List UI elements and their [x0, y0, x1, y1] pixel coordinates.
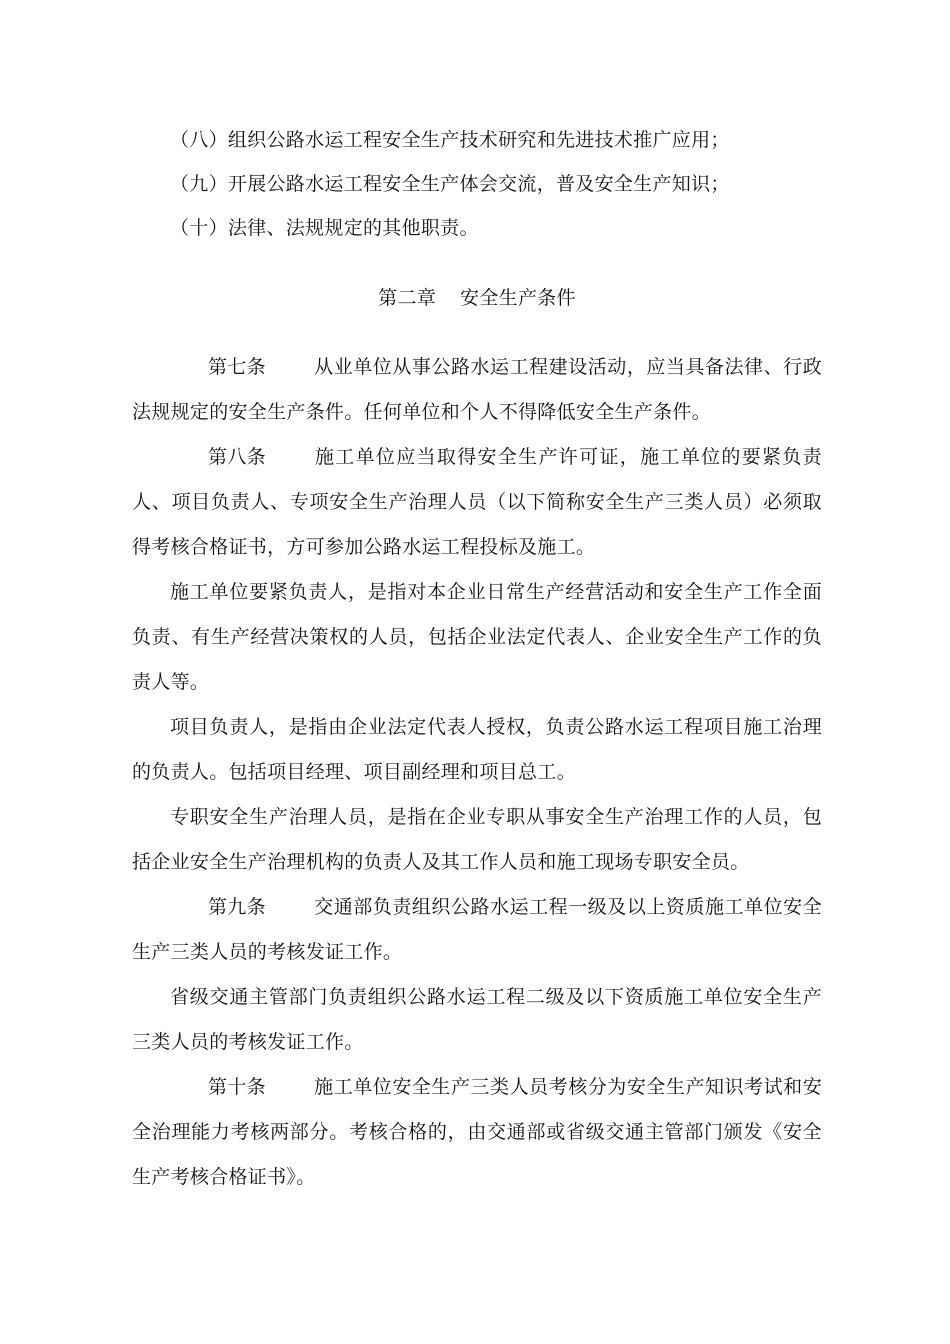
chapter-number: 第二章 — [378, 287, 437, 309]
list-item-10: （十）法律、法规规定的其他职责。 — [170, 217, 479, 239]
document-body — [132, 118, 822, 1200]
article-text: 施工单位安全生产三类人员考核分为安全生产知识考试和安全治理能力考核两部分。考核合格的，由交通部或省级交通主管部门颁发《安全生产考核合格证书》。 — [132, 1076, 822, 1188]
list-item-8: （八）组织公路水运工程安全生产技术研究和先进技术推广应用； — [170, 129, 730, 151]
article-number: 第七条 — [208, 356, 266, 378]
article-number: 第九条 — [208, 896, 266, 918]
article-text: 交通部负责组织公路水运工程一级及以上资质施工单位安全生产三类人员的考核发证工作。 — [132, 896, 822, 963]
article-text: 从业单位从事公路水运工程建设活动，应当具备法律、行政法规规定的安全生产条件。任何单位和个人不得降低安全生产条件。 — [132, 356, 822, 423]
article-number: 第八条 — [208, 446, 266, 468]
article-10 — [132, 1065, 822, 1200]
article-9 — [132, 885, 822, 975]
paragraph-provincial-authority: 省级交通主管部门负责组织公路水运工程二级及以下资质施工单位安全生产三类人员的考核发证工作。 — [132, 986, 822, 1053]
article-text: 施工单位应当取得安全生产许可证，施工单位的要紧负责人、项目负责人、专项安全生产治理人员（以下简称安全生产三类人员）必须取得考核合格证书，方可参加公路水运工程投标及施工。 — [132, 446, 822, 558]
article-number: 第十条 — [208, 1076, 266, 1098]
article-7 — [132, 345, 822, 435]
paragraph-safety-staff-definition: 专职安全生产治理人员，是指在企业专职从事安全生产治理工作的人员，包括企业安全生产治理机构的负责人及其工作人员和施工现场专职安全员。 — [132, 806, 822, 873]
paragraph-project-leader-definition: 项目负责人，是指由企业法定代表人授权，负责公路水运工程项目施工治理的负责人。包括项目经理、项目副经理和项目总工。 — [132, 716, 822, 783]
list-item-9: （九）开展公路水运工程安全生产体会交流，普及安全生产知识； — [170, 173, 730, 195]
paragraph-principal-definition: 施工单位要紧负责人，是指对本企业日常生产经营活动和安全生产工作全面负责、有生产经营决策权的人员，包括企业法定代表人、企业安全生产工作的负责人等。 — [132, 581, 822, 693]
chapter-heading — [132, 268, 822, 328]
article-8 — [132, 435, 822, 570]
chapter-title: 安全生产条件 — [460, 287, 576, 309]
